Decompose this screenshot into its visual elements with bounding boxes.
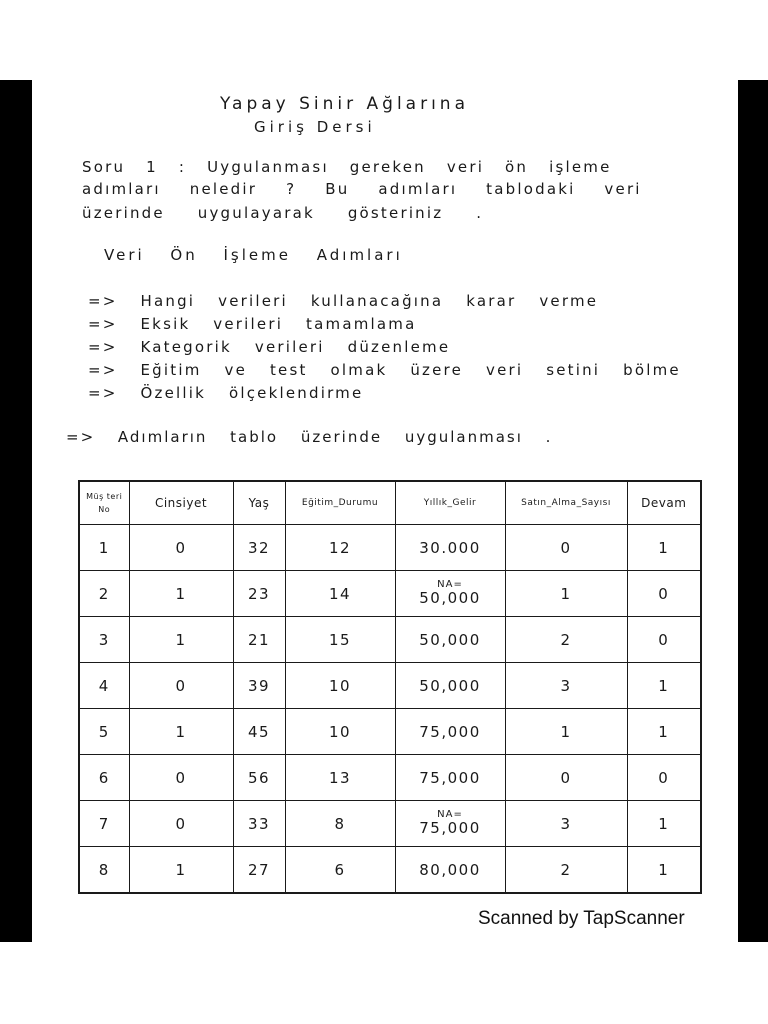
- title-line-2: Giriş Dersi: [254, 118, 376, 136]
- question-line-2: adımları neledir ? Bu adımları tablodaki veri: [82, 180, 642, 198]
- cell-value: 50,000: [419, 589, 481, 607]
- cell: 0: [129, 755, 233, 801]
- cell: 56: [233, 755, 285, 801]
- data-table: [78, 480, 702, 894]
- cell: 10: [285, 709, 395, 755]
- cell: 3: [505, 801, 627, 847]
- table-row: [79, 525, 701, 571]
- table-row: [79, 847, 701, 894]
- cell: 0: [129, 525, 233, 571]
- step-item: => Eksik verileri tamamlama: [88, 315, 417, 333]
- cell: 12: [285, 525, 395, 571]
- cell: 1: [79, 525, 129, 571]
- cell: 6: [285, 847, 395, 894]
- cell: 3: [505, 663, 627, 709]
- na-note: NA=: [437, 809, 463, 820]
- cell: 50,000: [395, 617, 505, 663]
- cell: 1: [627, 709, 701, 755]
- cell: 13: [285, 755, 395, 801]
- cell: 50,000: [395, 663, 505, 709]
- cell: 1: [627, 801, 701, 847]
- table-row: [79, 571, 701, 617]
- step-item: => Hangi verileri kullanacağına karar verme: [88, 292, 599, 310]
- cell: 2: [505, 617, 627, 663]
- cell: 4: [79, 663, 129, 709]
- cell: 27: [233, 847, 285, 894]
- scanned-page: [32, 80, 738, 942]
- cell: 10: [285, 663, 395, 709]
- header-age: Yaş: [233, 481, 285, 525]
- cell: 21: [233, 617, 285, 663]
- cell: 1: [129, 571, 233, 617]
- cell: 39: [233, 663, 285, 709]
- header-customer-no: Müş teri No: [79, 481, 129, 525]
- table-row: [79, 617, 701, 663]
- cell: 2: [505, 847, 627, 894]
- cell: 14: [285, 571, 395, 617]
- cell: 1: [627, 847, 701, 894]
- cell: 32: [233, 525, 285, 571]
- cell: 2: [79, 571, 129, 617]
- cell: 1: [129, 709, 233, 755]
- apply-text: => Adımların tablo üzerinde uygulanması .: [66, 428, 553, 446]
- steps-title: Veri Ön İşleme Adımları: [104, 246, 403, 264]
- cell: 33: [233, 801, 285, 847]
- cell: 8: [79, 847, 129, 894]
- cell: 30.000: [395, 525, 505, 571]
- title-line-1: Yapay Sinir Ağlarına: [220, 94, 470, 114]
- cell: 0: [505, 755, 627, 801]
- question-line-3: üzerinde uygulayarak gösteriniz .: [82, 204, 484, 222]
- cell: 45: [233, 709, 285, 755]
- cell: 23: [233, 571, 285, 617]
- header-purchases: Satın_Alma_Sayısı: [505, 481, 627, 525]
- header-continue: Devam: [627, 481, 701, 525]
- cell: 0: [505, 525, 627, 571]
- cell: 0: [627, 755, 701, 801]
- step-item: => Kategorik verileri düzenleme: [88, 338, 451, 356]
- cell: 75,000: [395, 709, 505, 755]
- step-item: => Eğitim ve test olmak üzere veri setini bölme: [88, 361, 681, 379]
- cell: 1: [129, 617, 233, 663]
- cell: 0: [627, 617, 701, 663]
- cell: 0: [129, 663, 233, 709]
- cell-value: 75,000: [419, 819, 481, 837]
- na-note: NA=: [437, 579, 463, 590]
- cell: 0: [129, 801, 233, 847]
- cell: 1: [505, 709, 627, 755]
- cell: 1: [129, 847, 233, 894]
- cell: 3: [79, 617, 129, 663]
- cell: 75,000: [395, 755, 505, 801]
- cell-income-na: [395, 571, 505, 617]
- table-row: [79, 755, 701, 801]
- cell: 5: [79, 709, 129, 755]
- step-item: => Özellik ölçeklendirme: [88, 384, 364, 402]
- question-line-1: Soru 1 : Uygulanması gereken veri ön işleme: [82, 158, 612, 176]
- cell: 1: [627, 663, 701, 709]
- cell: 7: [79, 801, 129, 847]
- table-header-row: [79, 481, 701, 525]
- cell: 8: [285, 801, 395, 847]
- cell: 0: [627, 571, 701, 617]
- cell: 6: [79, 755, 129, 801]
- scan-border-left: [0, 80, 32, 942]
- table-row: [79, 709, 701, 755]
- header-income: Yıllık_Gelir: [395, 481, 505, 525]
- table-row: [79, 801, 701, 847]
- header-gender: Cinsiyet: [129, 481, 233, 525]
- cell: 15: [285, 617, 395, 663]
- header-education: Eğitim_Durumu: [285, 481, 395, 525]
- scan-border-right: [738, 80, 768, 942]
- scanner-watermark: Scanned by TapScanner: [478, 908, 685, 929]
- table-row: [79, 663, 701, 709]
- cell-income-na: [395, 801, 505, 847]
- cell: 1: [627, 525, 701, 571]
- cell: 1: [505, 571, 627, 617]
- cell: 80,000: [395, 847, 505, 894]
